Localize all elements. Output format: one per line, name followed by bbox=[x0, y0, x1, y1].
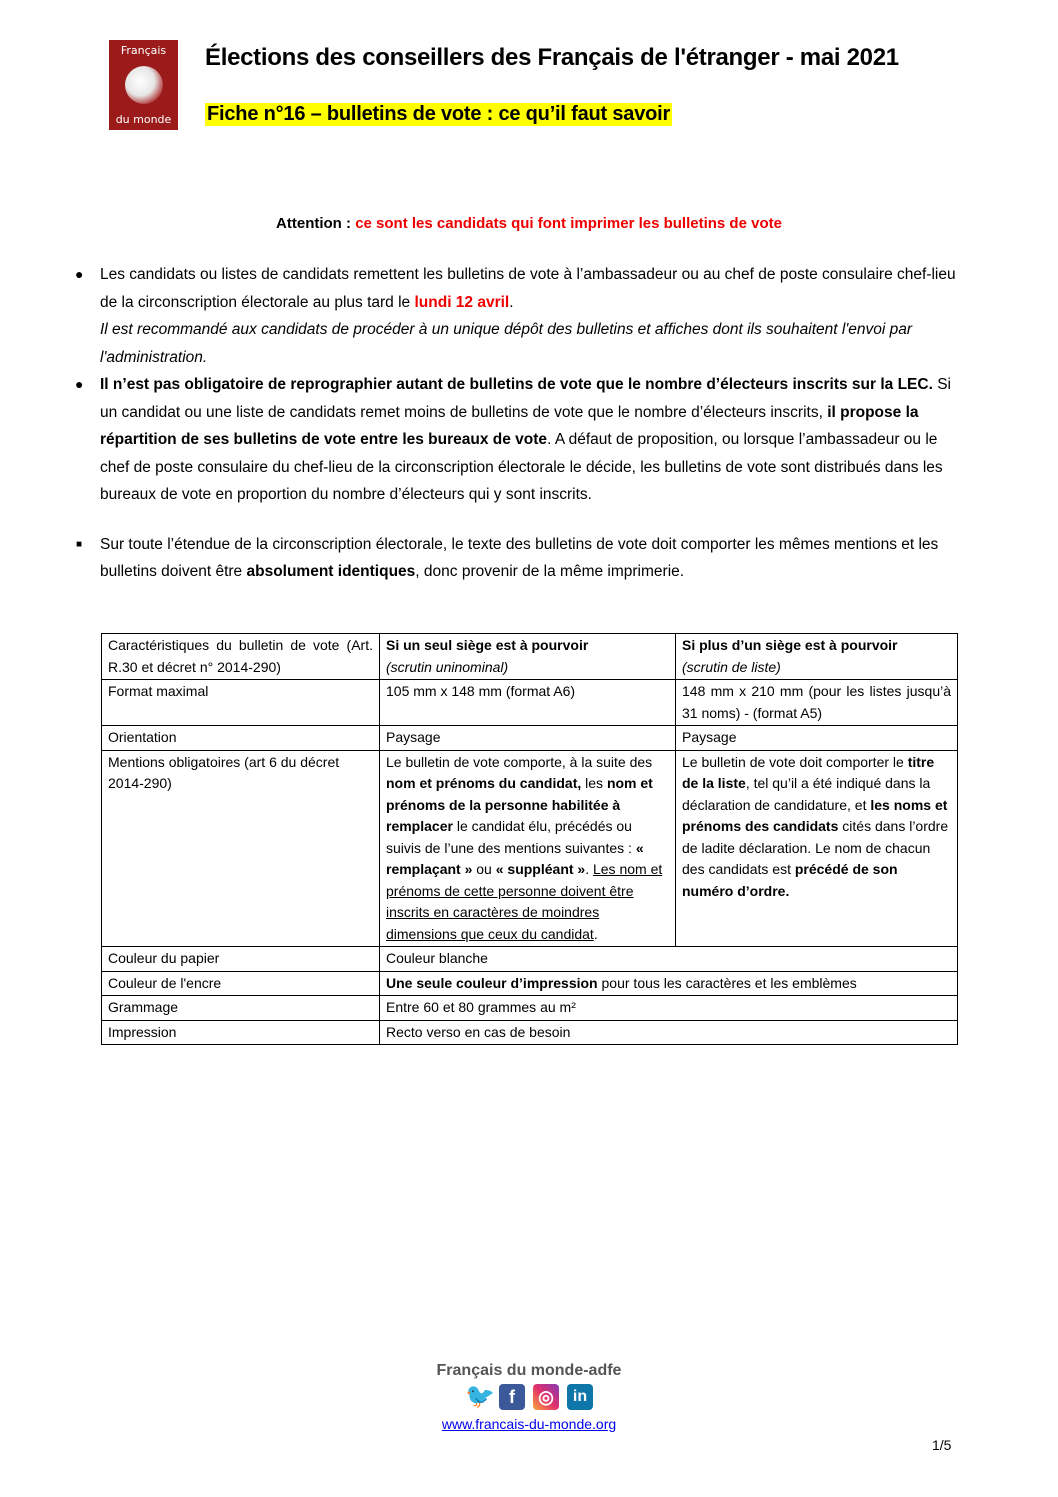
attention-label: Attention : bbox=[276, 215, 356, 232]
cell-text: ou bbox=[472, 861, 496, 877]
cell-text: le candidat élu, précédés ou suivis de l’une des mentions suivantes : bbox=[386, 818, 636, 856]
recommendation-text: Il est recommandé aux candidats de procéder à un unique dépôt des bulletins et affiches dont ils souhaitent l'envoi par l'administration. bbox=[100, 321, 913, 366]
cell-bold-text: les noms et prénoms des candidats bbox=[682, 796, 948, 834]
table-cell: 148 mm x 210 mm (pour les listes jusqu’à 31 noms) - (format A5) bbox=[676, 680, 958, 726]
table-header-row bbox=[102, 634, 958, 680]
cell-bold-text: « remplaçant » bbox=[386, 839, 644, 877]
column-heading: Si plus d’un siège est à pourvoir bbox=[682, 637, 898, 653]
cell-bold-text: nom et prénoms de la personne habilitée à remplacer bbox=[386, 775, 653, 834]
social-icons bbox=[0, 1384, 1058, 1412]
table-cell: Caractéristiques du bulletin de vote (Art. R.30 et décret n° 2014-290) bbox=[102, 634, 380, 680]
cell-text: Le bulletin de vote doit comporter le bbox=[682, 753, 908, 770]
table-cell: Couleur blanche bbox=[380, 947, 958, 972]
column-subheading: (scrutin de liste) bbox=[682, 658, 781, 675]
table-cell bbox=[676, 634, 958, 680]
table-row bbox=[102, 947, 958, 972]
bullet-text: Sur toute l’étendue de la circonscription électorale, le texte des bulletins de vote doit comporter les mêmes mentions et les bulletins doivent être bbox=[100, 535, 939, 580]
table-row bbox=[102, 750, 958, 947]
cell-text: cités dans l’ordre de ladite déclaration. Le nom de chacun des candidats est bbox=[682, 818, 949, 877]
bullet-text: . A défaut de proposition, ou lorsque l’ambassadeur ou le chef de poste consulaire du chef-lieu de la circonscription électorale le décide, les bulletins de vote sont distribués dans les bureaux de vote en proportion du nombre d’électeurs qui y sont inscrits. bbox=[100, 431, 943, 503]
table-row bbox=[102, 680, 958, 726]
linkedin-icon[interactable]: in bbox=[567, 1384, 593, 1410]
column-heading: Si un seul siège est à pourvoir bbox=[386, 637, 589, 653]
cell-bold-text: « suppléant » bbox=[495, 861, 586, 877]
list-item bbox=[70, 261, 970, 371]
cell-text: . bbox=[593, 925, 598, 942]
table-cell bbox=[676, 750, 958, 947]
instagram-icon[interactable]: ◎ bbox=[533, 1384, 559, 1410]
square-bullet-icon: ■ bbox=[76, 538, 83, 550]
cell-text: . bbox=[585, 861, 593, 877]
bullet-bold-text: il propose la répartition de ses bulletins de vote entre les bureaux de vote bbox=[100, 403, 919, 448]
list-item bbox=[70, 531, 970, 586]
website-link[interactable]: www.francais-du-monde.org bbox=[441, 1416, 617, 1432]
cell-text: Le bulletin de vote comporte, à la suite des bbox=[386, 753, 653, 770]
list-item bbox=[70, 371, 970, 509]
table-cell: Impression bbox=[102, 1020, 380, 1045]
ballot-characteristics-table bbox=[101, 633, 958, 1045]
cell-text: pour tous les caractères et les emblèmes bbox=[597, 974, 857, 991]
column-subheading: (scrutin uninominal) bbox=[386, 658, 509, 675]
cell-bold-text: titre de la liste bbox=[682, 753, 935, 791]
cell-bold-text: Une seule couleur d’impression bbox=[386, 974, 598, 991]
bullet-text: Les candidats ou listes de candidats remettent les bulletins de vote à l’ambassadeur ou au chef de poste consulaire chef-lieu de la circonscription électorale au plus tard le bbox=[100, 266, 956, 311]
logo-top-text: Français bbox=[120, 44, 167, 57]
cell-text: , tel qu’il a été indiqué dans la déclaration de candidature, et bbox=[682, 775, 931, 813]
bullet-icon: ● bbox=[75, 266, 84, 282]
table-cell bbox=[380, 634, 676, 680]
logo-bottom-text: du monde bbox=[115, 113, 172, 126]
table-cell: Recto verso en cas de besoin bbox=[380, 1020, 958, 1045]
table-cell: Mentions obligatoires (art 6 du décret 2014-290) bbox=[102, 750, 380, 947]
twitter-icon[interactable]: 🐦 bbox=[465, 1383, 495, 1410]
table-cell: Format maximal bbox=[102, 680, 380, 726]
cell-bold-text: nom et prénoms du candidat, bbox=[386, 775, 582, 791]
deadline-date: lundi 12 avril bbox=[414, 293, 510, 311]
page-subtitle: Fiche n°16 – bulletins de vote : ce qu’il faut savoir bbox=[207, 103, 671, 125]
cell-bold-text: précédé de son numéro d’ordre. bbox=[682, 861, 898, 899]
table-row bbox=[102, 971, 958, 996]
bullet-text: Si un candidat ou une liste de candidats remet moins de bulletins de vote que le nombre d’électeurs inscrits, bbox=[100, 376, 951, 421]
page-number: 1/5 bbox=[932, 1437, 952, 1453]
logo bbox=[109, 40, 178, 130]
table-cell: Paysage bbox=[380, 726, 676, 751]
table-cell: Paysage bbox=[676, 726, 958, 751]
bullet-list bbox=[70, 261, 970, 586]
facebook-icon[interactable]: f bbox=[499, 1384, 525, 1410]
bullet-icon: ● bbox=[75, 376, 84, 392]
table-cell: Couleur du papier bbox=[102, 947, 380, 972]
footer bbox=[0, 1362, 1058, 1434]
cell-underlined-text: Les nom et prénoms de cette personne doivent être inscrits en caractères de moindres dimensions que ceux du candidat bbox=[386, 861, 663, 942]
globe-icon bbox=[125, 66, 163, 104]
table-cell: 105 mm x 148 mm (format A6) bbox=[380, 680, 676, 726]
bullet-text: . bbox=[509, 293, 514, 311]
table-row bbox=[102, 726, 958, 751]
attention-text: ce sont les candidats qui font imprimer les bulletins de vote bbox=[355, 215, 782, 232]
table-cell: Orientation bbox=[102, 726, 380, 751]
table-cell: Couleur de l'encre bbox=[102, 971, 380, 996]
page-title: Élections des conseillers des Français de l'étranger - mai 2021 bbox=[205, 44, 899, 71]
bullet-bold-text: Il n’est pas obligatoire de reprographier autant de bulletins de vote que le nombre d’électeurs inscrits sur la LEC. bbox=[100, 376, 933, 393]
footer-org-name: Français du monde-adfe bbox=[436, 1362, 622, 1379]
table-row bbox=[102, 1020, 958, 1045]
bullet-bold-text: absolument identiques bbox=[246, 563, 416, 580]
table-cell bbox=[380, 971, 958, 996]
table-cell: Grammage bbox=[102, 996, 380, 1021]
cell-text: les bbox=[581, 775, 607, 791]
table-row bbox=[102, 996, 958, 1021]
table-cell bbox=[380, 750, 676, 947]
table-cell: Entre 60 et 80 grammes au m² bbox=[380, 996, 958, 1021]
bullet-text: , donc provenir de la même imprimerie. bbox=[415, 563, 685, 580]
attention-notice bbox=[0, 215, 1058, 232]
